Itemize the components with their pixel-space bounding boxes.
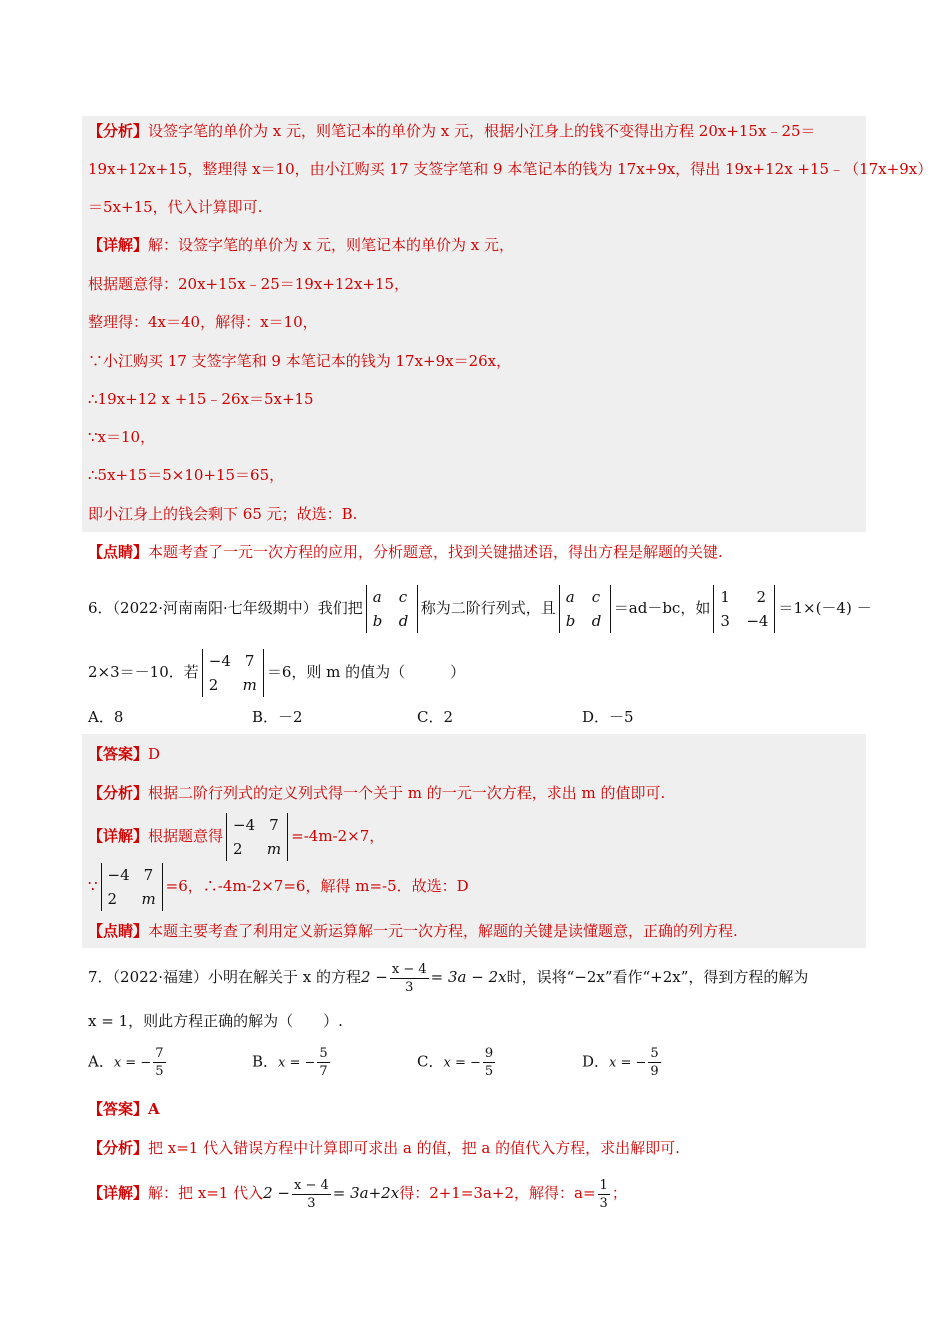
q5-detail-label: 【详解】 xyxy=(88,236,149,254)
q7-option-c-fraction: $\frac{9}{5}$ xyxy=(484,1046,494,1079)
q5-analysis-line-1: 【分析】设签字笔的单价为 x 元，则笔记本的单价为 x 元，根据小江身上的钱不变得出方程 20x+15x﹣25＝ xyxy=(88,122,816,140)
q6-analysis-label: 【分析】 xyxy=(88,784,149,802)
q5-detail-line-7: ∴5x+15＝5×10+15＝65， xyxy=(88,466,285,484)
q6-comment-line: 【点睛】本题主要考查了利用定义新运算解一元一次方程，解题的关键是读懂题意，正确的列方程. xyxy=(88,922,738,940)
q7-stem-line-2: x = 1，则此方程正确的解为（ ）. xyxy=(88,1012,343,1030)
q6-detail-label: 【详解】 xyxy=(88,827,149,845)
q7-analysis-label: 【分析】 xyxy=(88,1139,149,1157)
determinant-example: 1 2 3 −4 xyxy=(713,585,775,633)
determinant-abcd: a c b d xyxy=(366,585,418,633)
q6-analysis-line: 【分析】根据二阶行列式的定义列式得一个关于 m 的一元一次方程，求出 m 的值即可. xyxy=(88,784,666,802)
q6-comment-label: 【点睛】 xyxy=(88,922,149,940)
q5-comment-line: 【点睛】本题考查了一元一次方程的应用，分析题意，找到关键描述语，得出方程是解题的关键. xyxy=(88,543,723,561)
q5-comment-label: 【点睛】 xyxy=(88,543,149,561)
determinant-question: −4 7 2 m xyxy=(202,649,264,697)
q5-detail-line-8: 即小江身上的钱会剩下 65 元；故选：B. xyxy=(88,505,358,523)
q6-stem-line-1: 6．（2022·河南南阳·七年级期中）我们把 a c b d 称为二阶行列式，且 a c b d ＝ad－bc，如 1 2 3 −4 ＝1×(－4) － xyxy=(88,584,872,633)
q6-option-b[interactable]: B．－2 xyxy=(252,708,303,726)
q7-option-c[interactable]: C．x = − $\frac{9}{5}$ xyxy=(417,1046,494,1079)
determinant-detail-1: −4 7 2 m xyxy=(226,813,288,861)
q5-analysis-line-3: ＝5x+15，代入计算即可. xyxy=(88,198,263,216)
q5-detail-line-5: ∴19x+12 x +15﹣26x＝5x+15 xyxy=(88,390,314,408)
q6-detail-line-2: ∵ −4 7 2 m =6，∴-4m-2×7=6，解得 m=-5．故选：D xyxy=(88,860,469,912)
q5-detail-line-1: 【详解】解：设签字笔的单价为 x 元，则笔记本的单价为 x 元， xyxy=(88,236,515,254)
q6-option-d[interactable]: D．－5 xyxy=(582,708,634,726)
q7-stem-fraction: $\frac{x - 4}{3}$ xyxy=(391,961,427,995)
q6-answer-label: 【答案】 xyxy=(88,745,149,763)
determinant-abcd-def: a c b d xyxy=(559,585,611,633)
q7-detail-result-fraction: $\frac{1}{3}$ xyxy=(599,1177,608,1211)
q7-detail-line: 【详解】解：把 x=1 代入2 − $\frac{x - 4}{3}$ = 3a+2x得：2+1=3a+2，解得：a= $\frac{1}{3}$ ； xyxy=(88,1177,627,1211)
q7-detail-label: 【详解】 xyxy=(88,1184,149,1202)
q5-detail-line-4: ∵小江购买 17 支签字笔和 9 本笔记本的钱为 17x+9x＝26x， xyxy=(88,352,512,370)
q5-detail-line-2: 根据题意得：20x+15x﹣25＝19x+12x+15， xyxy=(88,275,410,293)
q7-analysis-line: 【分析】把 x=1 代入错误方程中计算即可求出 a 的值，把 a 的值代入方程，求出解即可. xyxy=(88,1139,680,1157)
q7-option-b[interactable]: B．x = − $\frac{5}{7}$ xyxy=(252,1046,328,1079)
q6-option-a[interactable]: A．8 xyxy=(88,708,124,726)
q7-answer-line: 【答案】A xyxy=(88,1100,160,1118)
q7-option-d-fraction: $\frac{5}{9}$ xyxy=(650,1046,659,1079)
q5-analysis-label: 【分析】 xyxy=(88,122,149,140)
q7-stem-line-1: 7．（2022·福建）小明在解关于 x 的方程2 − $\frac{x - 4}{3}$ = 3a − 2x时，误将“−2x”看作“+2x”，得到方程的解为 xyxy=(88,961,809,995)
q5-detail-line-3: 整理得：4x＝40，解得：x＝10， xyxy=(88,313,318,331)
q6-option-c[interactable]: C．2 xyxy=(417,708,454,726)
q6-answer-line: 【答案】D xyxy=(88,745,161,763)
q7-detail-fraction: $\frac{x - 4}{3}$ xyxy=(294,1177,329,1211)
q5-analysis-line-2: 19x+12x+15，整理得 x＝10，由小江购买 17 支签字笔和 9 本笔记本的钱为 17x+9x，得出 19x+12x +15﹣（17x+9x） xyxy=(88,160,933,178)
q6-stem-line-2: 2×3＝－10．若 −4 7 2 m ＝6，则 m 的值为（ ） xyxy=(88,648,465,697)
q5-detail-line-6: ∵x＝10， xyxy=(88,428,156,446)
q7-answer-label: 【答案】 xyxy=(88,1100,149,1118)
q7-option-d[interactable]: D．x = − $\frac{5}{9}$ xyxy=(582,1046,659,1079)
q7-option-a[interactable]: A．x = − $\frac{7}{5}$ xyxy=(88,1046,164,1079)
q6-detail-line-1: 【详解】根据题意得 −4 7 2 m =-4m-2×7， xyxy=(88,810,384,862)
q7-option-a-fraction: $\frac{7}{5}$ xyxy=(155,1046,164,1079)
determinant-detail-2: −4 7 2 m xyxy=(101,863,163,911)
q7-option-b-fraction: $\frac{5}{7}$ xyxy=(319,1046,328,1079)
